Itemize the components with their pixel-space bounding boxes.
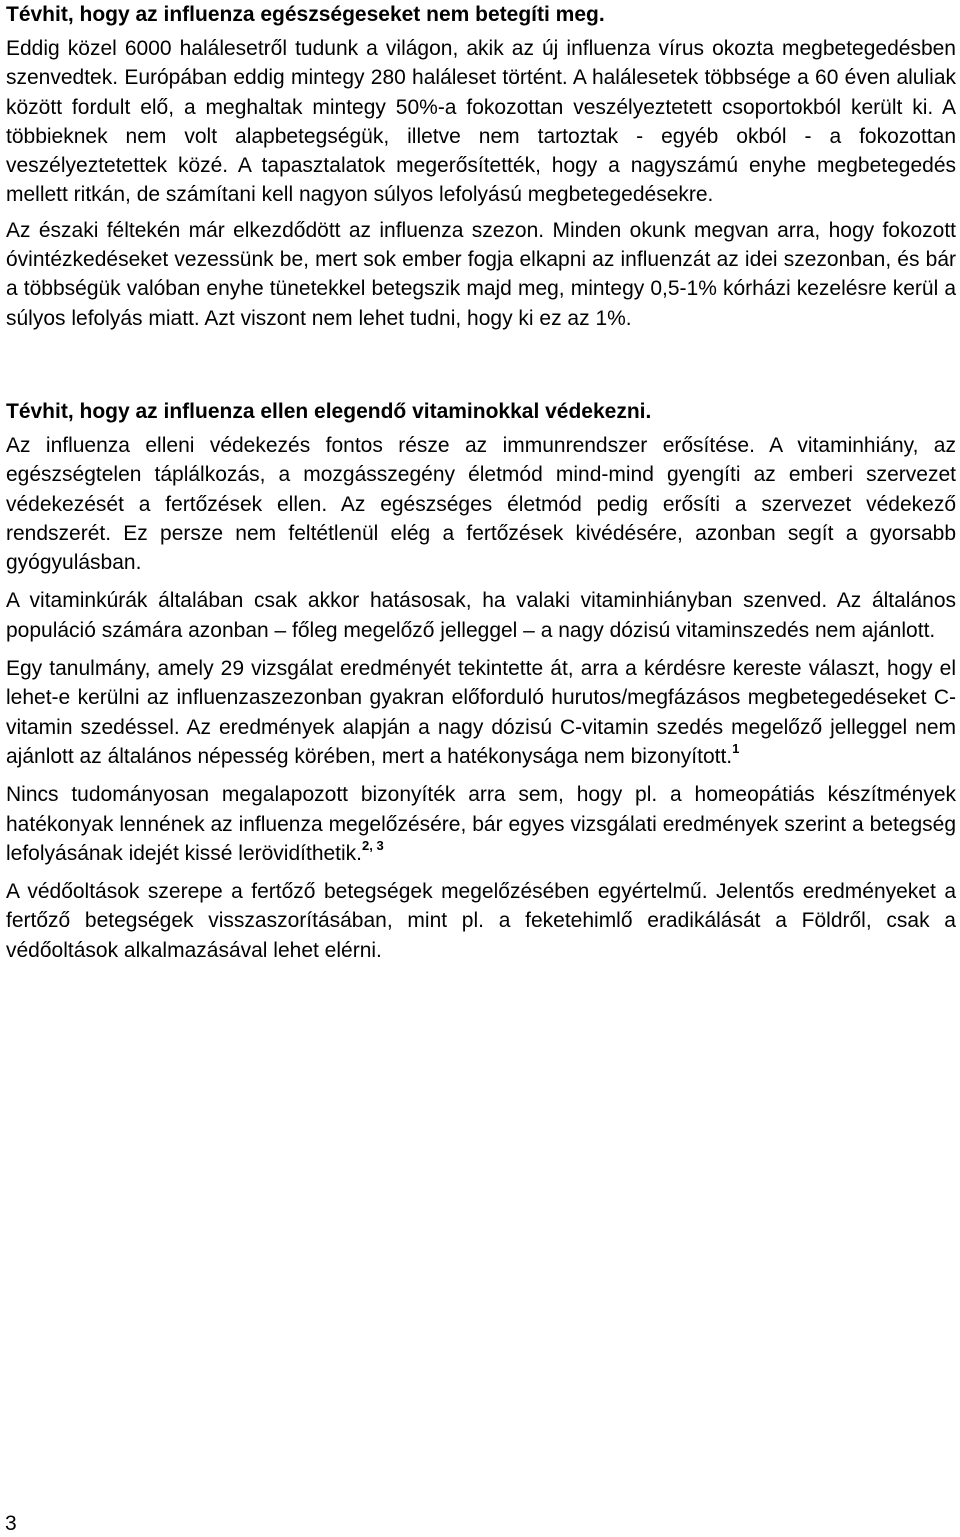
paragraph-homeopathy — [6, 780, 956, 868]
section-heading-myth-healthy: Tévhit, hogy az influenza egészségeseket nem betegíti meg. — [6, 3, 605, 26]
paragraph-death-statistics: Eddig közel 6000 halálesetről tudunk a világon, akik az új influenza vírus okozta megbetegedésben szenvedtek. Európában eddig mintegy 280 haláleset történt. A halálesetek többsége a 60 éven aluliak között fordult elő, a meghaltak mintegy 50%-a fokozottan veszélyeztetett csoportokból került ki. A többieknek nem volt alapbetegségük, illetve nem tartoztak - egyéb okból - a fokozottan veszélyeztetettek közé. A tapasztalatok megerősítették, hogy a nagyszámú enyhe megbetegedés mellett ritkán, de számítani kell nagyon súlyos lefolyású megbetegedésekre. — [6, 37, 956, 207]
section-heading-myth-vitamins: Tévhit, hogy az influenza ellen elegendő vitaminokkal védekezni. — [6, 399, 652, 423]
paragraph-vitamin-cures: A vitaminkúrák általában csak akkor hatásosak, ha valaki vitaminhiányban szenved. Az általános populáció számára azonban – főleg megelőző jelleggel – a nagy dózisú vitaminszedés nem ajánlott. — [6, 589, 956, 642]
footnote-ref-2-3: 2, 3 — [362, 837, 384, 853]
paragraph-immune-system: Az influenza elleni védekezés fontos része az immunrendszer erősítése. A vitaminhiány, az egészségtelen táplálkozás, a mozgásszegény életmód mind-mind gyengíti az emberi szervezet védekezését a fertőzések ellen. Az egészséges életmód pedig erősíti a szervezet védekező rendszerét. Ez persze nem feltétlenül elég a fertőzések kivédésére, azonban segít a gyorsabb gyógyulásban. — [6, 433, 956, 575]
paragraph-vaccination: A védőoltások szerepe a fertőző betegségek megelőzésében egyértelmű. Jelentős eredményeket a fertőző betegségek visszaszorításában, mint pl. a feketehimlő eradikálását a Földről, csak a védőoltások alkalmazásával lehet elérni. — [6, 880, 956, 962]
paragraph-vitamin-c-study — [6, 654, 956, 771]
footnote-ref-1: 1 — [732, 740, 740, 756]
paragraph-vitamin-c-study-text: Egy tanulmány, amely 29 vizsgálat eredményét tekintette át, arra a kérdésre kereste választ, hogy el lehet-e kerülni az influenzaszezonban gyakran előforduló hurutos/megfázásos megbetegedéseket C-vitamin szedéssel. Az eredmények alapján a nagy dózisú C-vitamin szedés megelőző jelleggel nem ajánlott az általános népesség körében, mert a hatékonysága nem bizonyított. — [6, 657, 956, 768]
document-page — [6, 0, 956, 965]
page-number: 3 — [5, 1512, 17, 1535]
paragraph-flu-season: Az északi féltekén már elkezdődött az influenza szezon. Minden okunk megvan arra, hogy fokozott óvintézkedéseket vezessünk be, mert sok ember fogja elkapni az influenzát az idei szezonban, és bár a többségük valóban enyhe tünetekkel betegszik majd meg, mintegy 0,5-1% kórházi kezelésre kerül a súlyos lefolyás miatt. Azt viszont nem lehet tudni, hogy ki ez az 1%. — [6, 218, 956, 330]
paragraph-homeopathy-text: Nincs tudományosan megalapozott bizonyíték arra sem, hogy pl. a homeopátiás készítmények hatékonyak lennének az influenza megelőzésére, bár egyes vizsgálati eredmények szerint a betegség lefolyásának idejét kissé lerövidíthetik. — [6, 783, 956, 865]
